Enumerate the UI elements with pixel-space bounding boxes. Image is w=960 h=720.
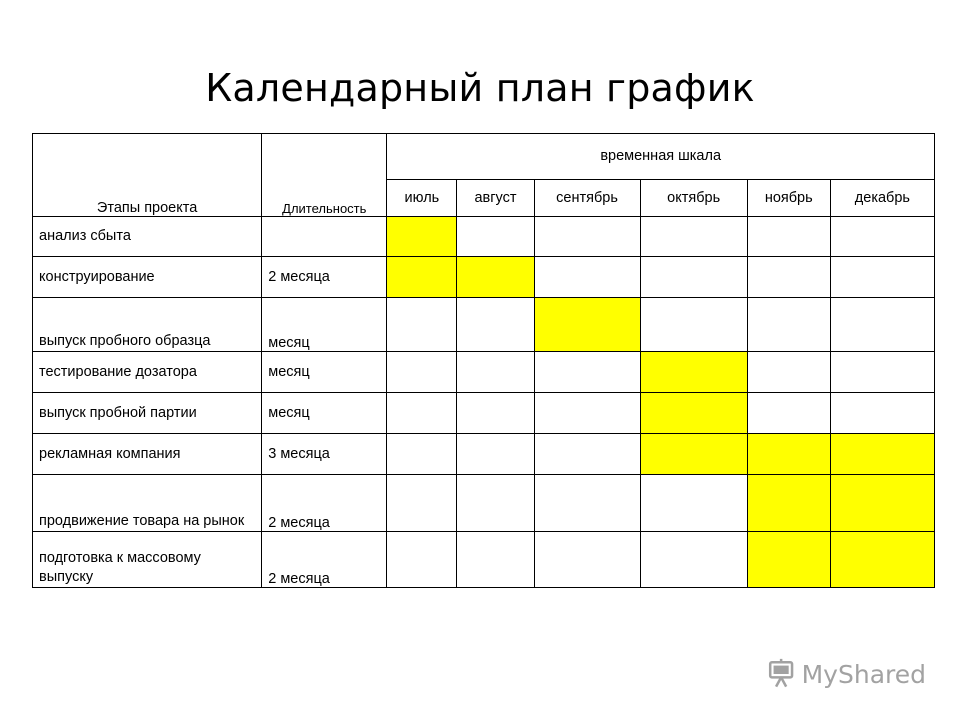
month-cell xyxy=(534,532,640,588)
month-cell xyxy=(747,475,830,532)
month-cell xyxy=(457,532,534,588)
month-cell xyxy=(830,352,934,393)
month-cell xyxy=(534,257,640,298)
month-cell xyxy=(747,217,830,257)
table-row xyxy=(33,257,935,298)
table-row xyxy=(33,434,935,475)
duration-cell: 2 месяца xyxy=(262,532,387,588)
month-cell xyxy=(640,257,747,298)
header-month-november: ноябрь xyxy=(747,179,830,216)
month-cell xyxy=(747,532,830,588)
month-cell xyxy=(457,475,534,532)
month-cell xyxy=(534,393,640,434)
month-cell xyxy=(747,298,830,352)
duration-cell: месяц xyxy=(262,298,387,352)
table-row xyxy=(33,532,935,588)
month-cell xyxy=(457,393,534,434)
month-cell xyxy=(747,434,830,475)
month-cell xyxy=(457,217,534,257)
watermark-text: MyShared xyxy=(801,659,926,689)
month-cell xyxy=(640,298,747,352)
month-cell xyxy=(387,257,457,298)
stage-cell: конструирование xyxy=(33,257,262,298)
table-row xyxy=(33,393,935,434)
header-month-september: сентябрь xyxy=(534,179,640,216)
month-cell xyxy=(387,298,457,352)
month-cell xyxy=(534,352,640,393)
presentation-screen-icon xyxy=(766,654,800,694)
month-cell xyxy=(830,532,934,588)
duration-cell xyxy=(262,217,387,257)
month-cell xyxy=(387,393,457,434)
stage-cell: анализ сбыта xyxy=(33,217,262,257)
header-duration: Длительность xyxy=(262,134,387,217)
month-cell xyxy=(534,475,640,532)
stage-cell: подготовка к массовому выпуску xyxy=(33,532,262,588)
month-cell xyxy=(640,217,747,257)
header-month-december: декабрь xyxy=(830,179,934,216)
duration-cell: 2 месяца xyxy=(262,475,387,532)
month-cell xyxy=(830,393,934,434)
month-cell xyxy=(534,298,640,352)
duration-cell: 3 месяца xyxy=(262,434,387,475)
header-month-august: август xyxy=(457,179,534,216)
month-cell xyxy=(457,434,534,475)
month-cell xyxy=(747,257,830,298)
header-stage: Этапы проекта xyxy=(33,134,262,217)
month-cell xyxy=(830,217,934,257)
month-cell xyxy=(640,532,747,588)
month-cell xyxy=(640,475,747,532)
month-cell xyxy=(747,352,830,393)
month-cell xyxy=(747,393,830,434)
table-row xyxy=(33,217,935,257)
month-cell xyxy=(457,298,534,352)
month-cell xyxy=(387,475,457,532)
month-cell xyxy=(640,352,747,393)
month-cell xyxy=(830,298,934,352)
header-month-october: октябрь xyxy=(640,179,747,216)
header-month-july: июль xyxy=(387,179,457,216)
watermark-logo xyxy=(766,654,926,694)
month-cell xyxy=(457,352,534,393)
month-cell xyxy=(387,217,457,257)
month-cell xyxy=(830,257,934,298)
month-cell xyxy=(640,393,747,434)
month-cell xyxy=(830,434,934,475)
table-row xyxy=(33,475,935,532)
stage-cell: тестирование дозатора xyxy=(33,352,262,393)
month-cell xyxy=(387,352,457,393)
month-cell xyxy=(457,257,534,298)
stage-cell: рекламная компания xyxy=(33,434,262,475)
month-cell xyxy=(534,217,640,257)
month-cell xyxy=(534,434,640,475)
duration-cell: месяц xyxy=(262,393,387,434)
duration-cell: 2 месяца xyxy=(262,257,387,298)
month-cell xyxy=(387,532,457,588)
month-cell xyxy=(640,434,747,475)
page-title: Календарный план график xyxy=(205,66,755,110)
table-row xyxy=(33,298,935,352)
stage-cell: выпуск пробного образца xyxy=(33,298,262,352)
stage-cell: выпуск пробной партии xyxy=(33,393,262,434)
table-row xyxy=(33,352,935,393)
stage-cell: продвижение товара на рынок xyxy=(33,475,262,532)
month-cell xyxy=(387,434,457,475)
header-timeline: временная шкала xyxy=(387,134,935,180)
month-cell xyxy=(830,475,934,532)
duration-cell: месяц xyxy=(262,352,387,393)
schedule-table xyxy=(32,133,935,588)
